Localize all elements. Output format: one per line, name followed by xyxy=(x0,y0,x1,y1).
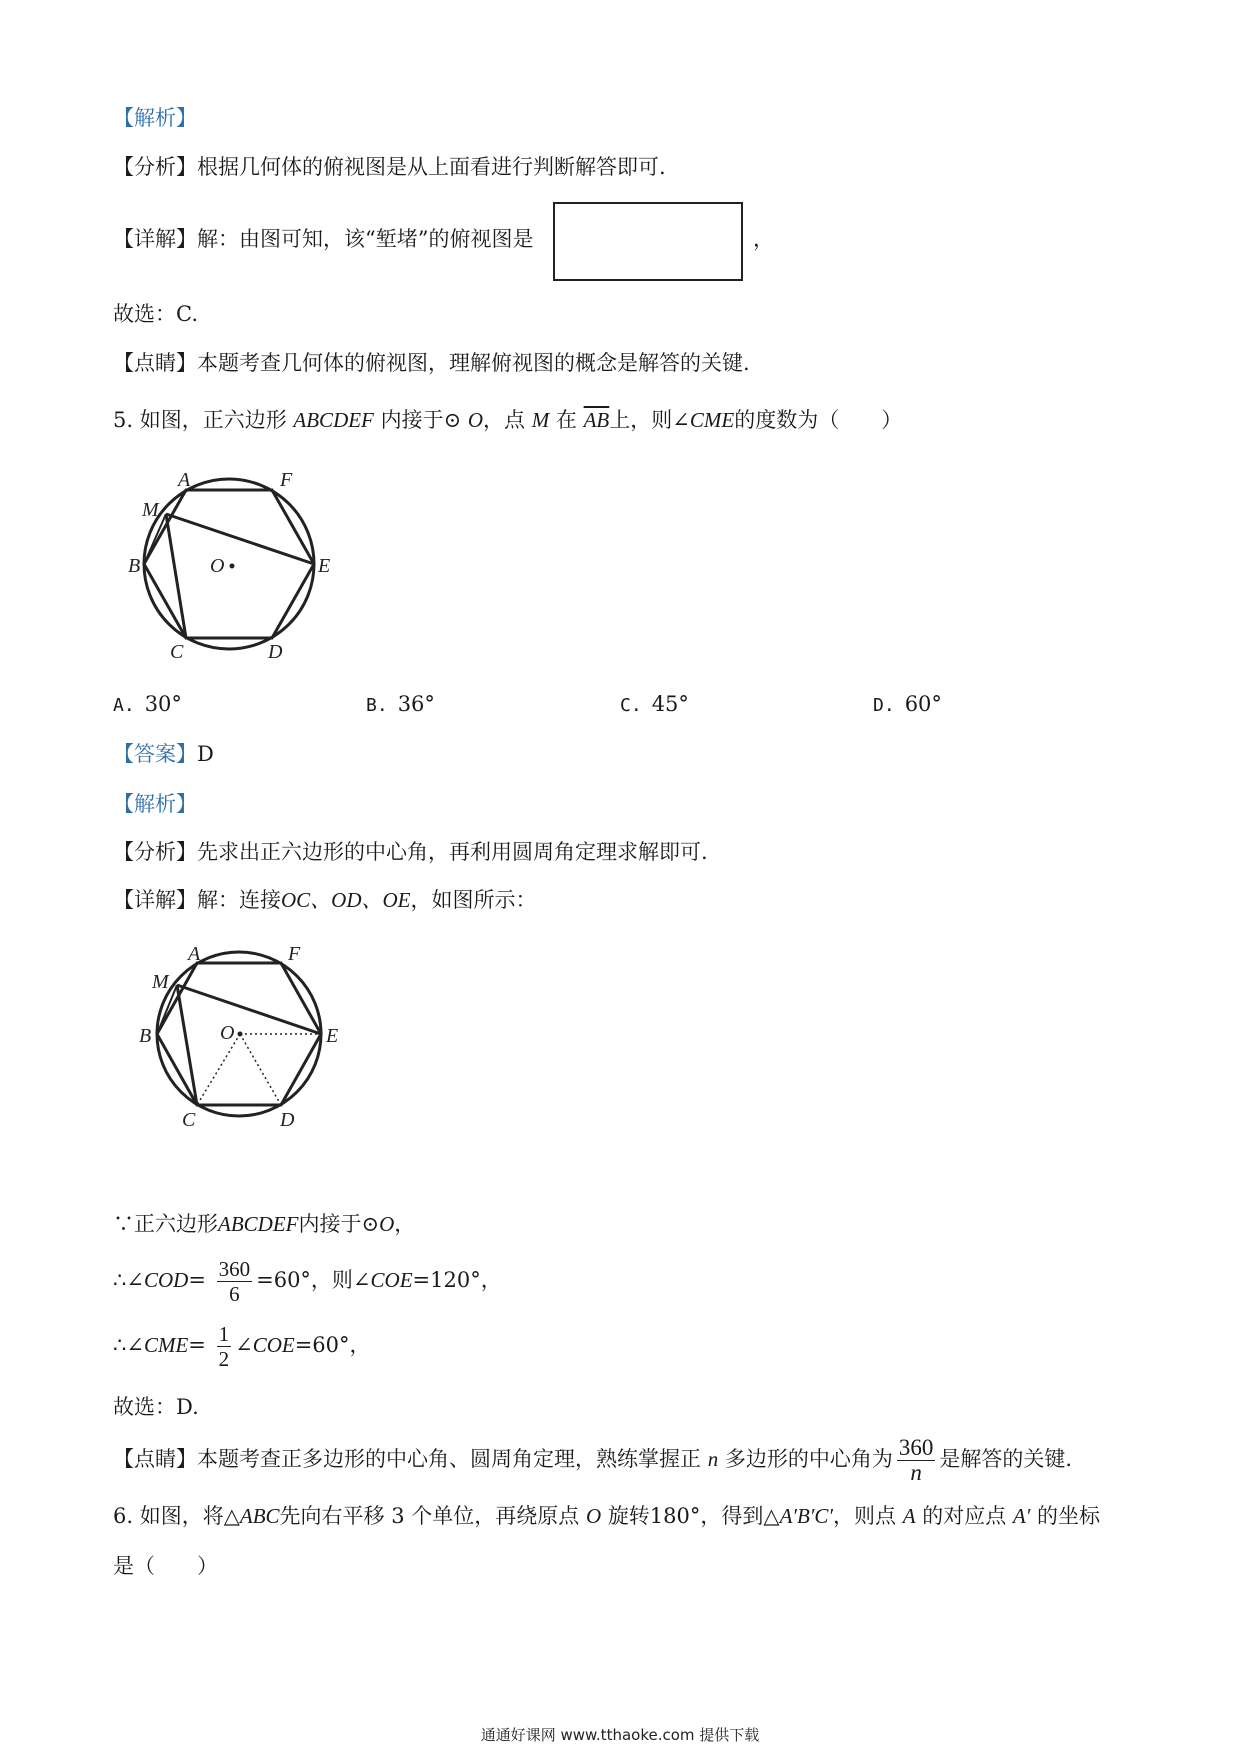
cod-line: ∴∠COD= $\frac{360}{6}$ =60°，则∠COE=120°， xyxy=(113,1257,502,1306)
label-D: D xyxy=(268,641,283,663)
remark-line: 【点睛】本题考查几何体的俯视图，理解俯视图的概念是解答的关键. xyxy=(113,351,750,375)
q5-detail-line: 【详解】解：连接OC、OD、OE，如图所示： xyxy=(113,888,537,912)
question-5-stem: 5. 如图，正六边形 ABCDEF 内接于⊙ O，点 M 在 $\overline{AB}$上，则∠CME的度数为（ ） xyxy=(113,408,903,432)
top-view-rectangle xyxy=(553,202,743,281)
label2-C: C xyxy=(182,1109,196,1131)
because-line: ∵正六边形ABCDEF内接于⊙O， xyxy=(113,1212,416,1236)
q5-analysis-heading: 【解析】 xyxy=(113,792,197,816)
analysis-heading: 【解析】 xyxy=(113,106,197,130)
label2-B: B xyxy=(139,1025,152,1047)
label2-A: A xyxy=(188,943,201,965)
analysis-line: 【分析】根据几何体的俯视图是从上面看进行判断解答即可. xyxy=(113,155,666,179)
option-b: B. 36° xyxy=(366,692,435,716)
label-C: C xyxy=(170,641,184,663)
q5-choice-line: 故选：D. xyxy=(113,1395,199,1419)
page-footer: 通通好课网 www.tthaoke.com 提供下载 xyxy=(480,1726,760,1744)
label-B: B xyxy=(128,555,141,577)
label-E: E xyxy=(318,555,331,577)
label-A: A xyxy=(178,469,191,491)
detail-line: 【详解】解：由图可知，该“堑堵”的俯视图是 xyxy=(113,227,534,251)
option-d: D. 60° xyxy=(873,692,942,716)
q5-remark-line: 【点睛】本题考查正多边形的中心角、圆周角定理，熟练掌握正 n 多边形的中心角为 $\frac{360}{n}$ 是解答的关键. xyxy=(113,1435,1073,1485)
option-c: C. 45° xyxy=(620,692,689,716)
choice-line: 故选：C. xyxy=(113,302,198,326)
label2-E: E xyxy=(326,1025,339,1047)
label-O: O xyxy=(210,555,225,577)
cme-line: ∴∠CME= $\frac{1}{2}$ ∠COE=60°， xyxy=(113,1322,371,1371)
label2-O: O xyxy=(220,1022,235,1044)
label2-M: M xyxy=(152,971,169,993)
hexagon-figure-2 xyxy=(130,940,370,1140)
question-6-stem-line-1: 6. 如图，将△ABC先向右平移 3 个单位，再绕原点 O 旋转180°，得到△A′B′C′，则点 A 的对应点 A′ 的坐标 xyxy=(113,1504,1101,1528)
q5-analysis-line: 【分析】先求出正六边形的中心角，再利用圆周角定理求解即可. xyxy=(113,840,708,864)
answer-line: 【答案】D xyxy=(113,742,214,766)
fraction-360-6: $\frac{360}{6}$ xyxy=(218,1257,251,1306)
option-a: A. 30° xyxy=(113,692,182,716)
question-6-stem-line-2: 是（ ） xyxy=(113,1554,218,1578)
label-M: M xyxy=(142,499,159,521)
fraction-360-n: $\frac{360}{n}$ xyxy=(898,1435,934,1485)
label-F: F xyxy=(280,469,293,491)
fraction-1-2: $\frac{1}{2}$ xyxy=(218,1322,230,1371)
label2-F: F xyxy=(288,943,301,965)
comma-text: ， xyxy=(753,227,774,251)
hexagon-figure-1 xyxy=(120,462,360,672)
label2-D: D xyxy=(280,1109,295,1131)
